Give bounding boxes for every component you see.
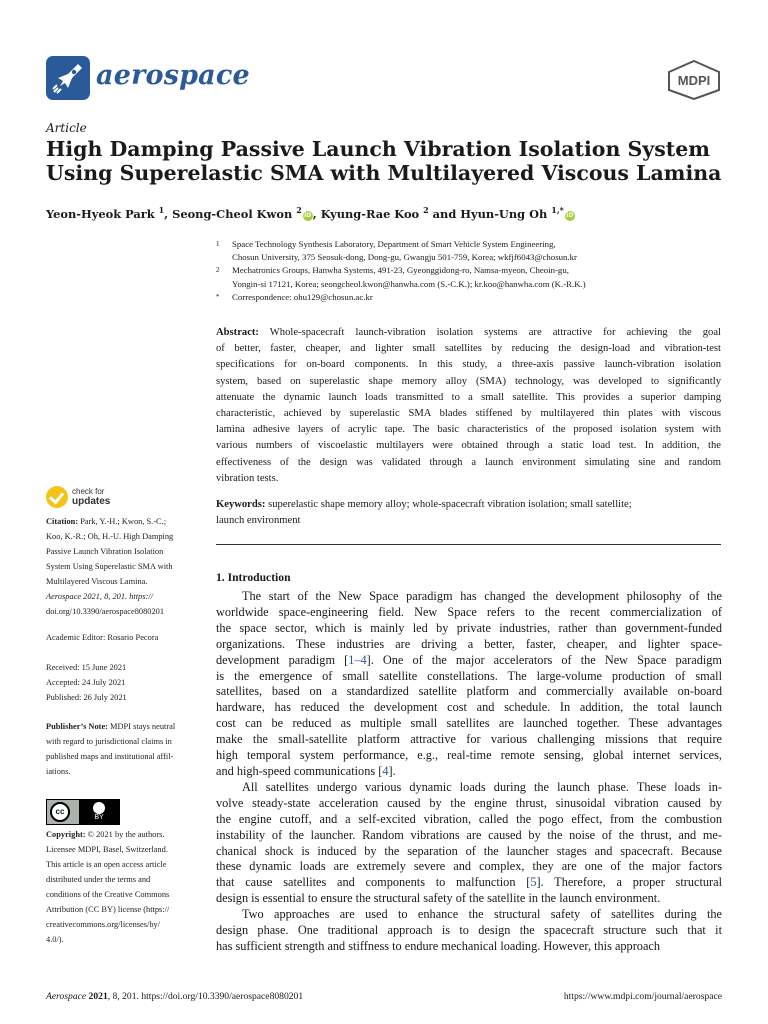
keywords-label: Keywords:	[216, 499, 266, 510]
academic-editor: Academic Editor: Rosario Pecora	[46, 633, 159, 642]
text-line: high temporal system performance, e.g., real-time remote sensing, global internet services,	[216, 748, 722, 763]
date-received: Received: 15 June 2021	[46, 663, 127, 672]
by-icon: BY	[79, 800, 119, 824]
body-text	[216, 589, 722, 955]
text-line: make the small-satellite platform attractive for various challenging missions that require	[216, 732, 722, 747]
paragraph	[216, 907, 722, 955]
text-line: satellites, based on a standardized satellite platform and commercially available on-board	[216, 684, 722, 699]
text-line: the space sector, which is mainly led by private industries, rather than government-funded	[216, 620, 722, 635]
affiliation-item: 2 Mechatronics Groups, Hanwha Systems, 491-23, Gyeonggidong-ro, Namsa-myeon, Cheoin-gu, Yongin-si 17121, Korea; seongcheol.kwon@hanwha.com (S.-C.K.); kr.koo@hanwha.com (K.-R.K.)	[216, 265, 586, 289]
author-name: Seong-Cheol Kwon	[172, 206, 293, 221]
text-line: has sufficient strength and stiffness to endure mechanical loading. However, this approach	[216, 938, 661, 953]
title-line: Using Superelastic SMA with Multilayered Viscous Lamina	[46, 161, 722, 185]
paper-title	[46, 137, 736, 185]
citation-link[interactable]: 4	[382, 763, 389, 778]
cc-by-license-badge[interactable]	[46, 799, 120, 825]
text-line: and high-speed communications [4].	[216, 763, 396, 778]
text-line: worldwide space-engineering field. New Space refers to the recent commercialization of	[216, 604, 722, 619]
footer-journal-url[interactable]: https://www.mdpi.com/journal/aerospace	[563, 991, 722, 1002]
license-link[interactable]: creativecommons.org/licenses/by/	[46, 920, 161, 929]
text-line: hardware, has reduced the development cost and schedule. In addition, the total launch	[216, 700, 722, 715]
author-list: Yeon-Hyeok Park $^1$, Seong-Cheol Kwon $^2$iD, Kyung-Rae Koo $^2$ and Hyun-Ung Oh $^{1,*}$iD	[46, 205, 574, 221]
abstract-label: Abstract:	[216, 327, 259, 338]
article-type: Article	[46, 121, 87, 135]
text-line: design is essential to ensure the structural safety of the satellite in the launch environment.	[216, 891, 661, 906]
text-line: development paradigm [1–4]. One of the major accelerators of the New Space paradigm	[216, 652, 722, 667]
publisher-note: Publisher’s Note: MDPI stays neutral with regard to jurisdictional claims in published maps and institutional affil- iations.	[46, 722, 176, 776]
correspondence: * Correspondence: ohu129@chosun.ac.kr	[216, 291, 373, 302]
text-line: organizations. These industries are driving a better, faster, cheaper, and lighter space-	[216, 636, 722, 651]
author-affil: 2	[296, 205, 302, 215]
text-line: design phase. One traditional approach is to design the spacecraft structure such that it	[216, 923, 722, 938]
text-line: Two approaches are used to enhance the structural safety of satellites during the	[242, 907, 722, 922]
check-icon	[46, 486, 68, 508]
paragraph	[216, 780, 722, 907]
section-divider	[216, 544, 721, 545]
check-for-updates-badge[interactable]: check for updates	[46, 486, 176, 514]
author-affil: 1	[158, 205, 165, 215]
text-line: The start of the New Space paradigm has changed the development philosophy of the	[242, 589, 722, 603]
text-line: that cause satellites and components to malfunction [5]. Therefore, a proper structural	[216, 875, 722, 890]
paragraph	[216, 589, 722, 780]
date-accepted: Accepted: 24 July 2021	[46, 678, 126, 687]
text-line: cost can be reduced as multiple small satellites are launched together. These advantages	[216, 716, 722, 731]
mdpi-logo	[666, 60, 722, 100]
text-line: instability of the launcher. Random vibrations are caused by the noise of the thrust, and me-	[216, 827, 722, 842]
mdpi-logo-text: MDPI	[677, 73, 711, 88]
text-line: the engine cutoff, and a self-excited vibration, called the pogo effect, from the combustion	[216, 811, 722, 826]
text-line: chanical shock is induced by the separation of the launcher stages and spacecraft. Because	[216, 843, 722, 858]
journal-name: aerospace	[96, 60, 250, 91]
text-line: All satellites undergo various dynamic loads during the launch phase. These loads in-	[242, 779, 722, 794]
citation-block: Citation: Park, Y.-H.; Kwon, S.-C.; Koo, K.-R.; Oh, H.-U. High Damping Passive Launch Vibration Isolation System Using Superelastic SMA with Multilayered Viscous Lamina. Aerospace 2021, 8, 201. https:// doi.org/10.3390/aerospace8080201	[46, 514, 206, 619]
author-affil: 1,*	[551, 205, 564, 215]
keywords: Keywords: superelastic shape memory alloy; whole-spacecraft vibration isolation; small satellite; launch environment	[216, 499, 632, 527]
affiliations	[216, 238, 736, 304]
author-affil: 2	[423, 205, 429, 215]
doi-link[interactable]: doi.org/10.3390/aerospace8080201	[46, 607, 165, 616]
title-line: High Damping Passive Launch Vibration Isolation System	[46, 137, 710, 161]
footer-citation: Aerospace 2021, 8, 201. https://doi.org/10.3390/aerospace8080201	[46, 991, 304, 1002]
text-line: these dynamic loads are extremely severe and complex, they are one of the major factors	[216, 859, 722, 874]
text-line: is the emergence of small satellite constellations. The large-volume production of small	[216, 668, 722, 683]
date-published: Published: 26 July 2021	[46, 693, 127, 702]
citation-link[interactable]: 1–4	[348, 652, 367, 667]
cc-icon: cc	[50, 802, 70, 822]
text-line: volve steady-state acceleration caused by the engine thrust, sinusoidal vibration caused by	[216, 795, 722, 810]
affiliation-item: 1 Space Technology Synthesis Laboratory, Department of Smart Vehicle System Engineering, Chosun University, 375 Seosuk-dong, Dong-gu, Gwangju 501-759, Korea; wkfjf6043@chosun.kr	[216, 239, 577, 263]
section-heading: 1. Introduction	[216, 571, 291, 584]
author-name: and Hyun-Ung Oh	[432, 206, 548, 221]
copyright-block: Copyright: © 2021 by the authors. Licensee MDPI, Basel, Switzerland. This article is an open access article distributed under the terms and conditions of the Creative Commons Attribution (CC BY) license (https:// creativecommons.org/licenses/by/ 4.0/).	[46, 827, 206, 947]
author-name: Yeon-Hyeok Park	[46, 206, 155, 221]
author-name: Kyung-Rae Koo	[320, 206, 420, 221]
citation-link[interactable]: 5	[530, 875, 537, 890]
publication-dates	[46, 660, 206, 705]
abstract: Abstract: Whole-spacecraft launch-vibration isolation systems are attractive for achieving the goal of better, faster, cheaper, and lighter small satellites by reducing the design-load and vibration-test specifications for on-board components. In this study, a three-axis passive launch-vibration isolation system, based on superelastic shape memory alloy (SMA) technology, was developed to significantly attenuate the dynamic launch loads transmitted to a small satellite. This provides a superior damping characteristic, achieved by superelastic SMA blades stiffened by multilayered thin plates with viscous lamina adhesive layers of acrylic tape. The basic characteristics of the proposed isolation system with various numbers of viscoelastic multilayers were obtained through a static load test. In addition, the effectiveness of the design was validated through a launch environment simulating sine and random vibration tests.	[216, 327, 721, 484]
orcid-icon[interactable]: iD	[566, 211, 574, 219]
orcid-icon[interactable]: iD	[304, 211, 312, 219]
rocket-icon	[46, 56, 90, 100]
journal-logo	[46, 56, 90, 100]
